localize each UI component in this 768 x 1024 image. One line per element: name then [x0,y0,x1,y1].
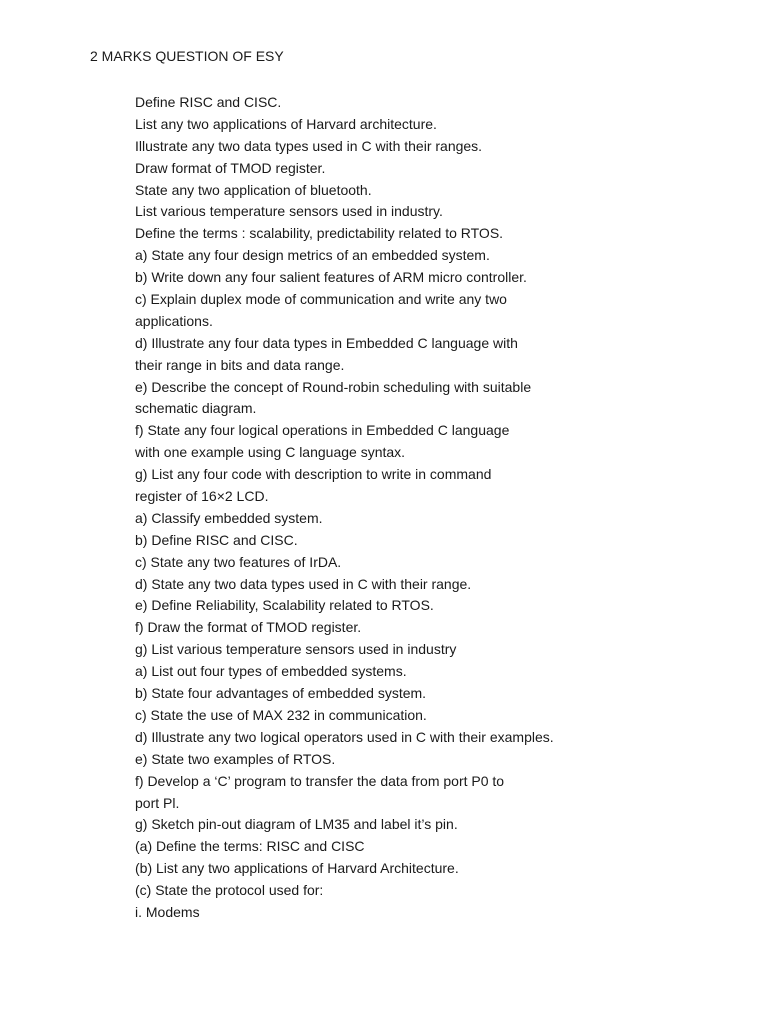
question-text: (c) State the protocol used for: [135,882,324,899]
question-text: a) State any four design metrics of an embedded system. [135,247,490,264]
question-text: f) State any four logical operations in Embedded C language [135,422,510,439]
question-text: Draw format of TMOD register. [135,159,326,176]
question-text: d) State any two data types used in C with their range. [135,575,472,592]
question-text: a) Classify embedded system. [135,509,323,526]
question-text: Define the terms : scalability, predictability related to RTOS. [135,225,504,242]
question-text: d) Illustrate any four data types in Embedded C language with [135,334,518,351]
question-text: e) Describe the concept of Round-robin scheduling with suitable [135,378,532,395]
question-text: c) State any two features of IrDA. [135,553,342,570]
question-text: (a) Define the terms: RISC and CISC [135,838,365,855]
question-text: Define RISC and CISC. [135,94,282,110]
document-title: 2 MARKS QUESTION OF ESY [90,48,284,64]
question-text: f) Develop a ‘C’ program to transfer the data from port P0 to [135,772,505,789]
question-text: List any two applications of Harvard architecture. [135,115,437,132]
question-text: e) State two examples of RTOS. [135,750,336,767]
question-text: c) State the use of MAX 232 in communication. [135,706,427,723]
question-text: b) Define RISC and CISC. [135,531,298,548]
question-text: d) Illustrate any two logical operators used in C with their examples. [135,728,554,745]
question-text: e) Define Reliability, Scalability related to RTOS. [135,597,434,614]
question-text: Illustrate any two data types used in C with their ranges. [135,137,483,154]
question-text: schematic diagram. [135,400,257,417]
question-text: g) List any four code with description to write in command [135,466,492,483]
question-text: a) List out four types of embedded systems. [135,663,407,680]
question-text: b) Write down any four salient features of ARM micro controller. [135,269,527,286]
question-text: b) State four advantages of embedded system. [135,685,427,702]
question-text: g) List various temperature sensors used in industry [135,641,457,658]
question-text: their range in bits and data range. [135,356,345,373]
question-text: i. Modems [135,903,200,920]
question-text: f) Draw the format of TMOD register. [135,619,362,636]
question-text: c) Explain duplex mode of communication and write any two [135,291,507,308]
question-text: (b) List any two applications of Harvard Architecture. [135,860,459,877]
question-text: g) Sketch pin-out diagram of LM35 and label it’s pin. [135,816,458,833]
question-text: List various temperature sensors used in industry. [135,203,443,220]
question-text: with one example using C language syntax. [135,444,406,461]
question-text: register of 16×2 LCD. [135,488,269,505]
question-text: port Pl. [135,794,180,811]
question-text: applications. [135,312,213,329]
question-text: State any two application of bluetooth. [135,181,372,198]
